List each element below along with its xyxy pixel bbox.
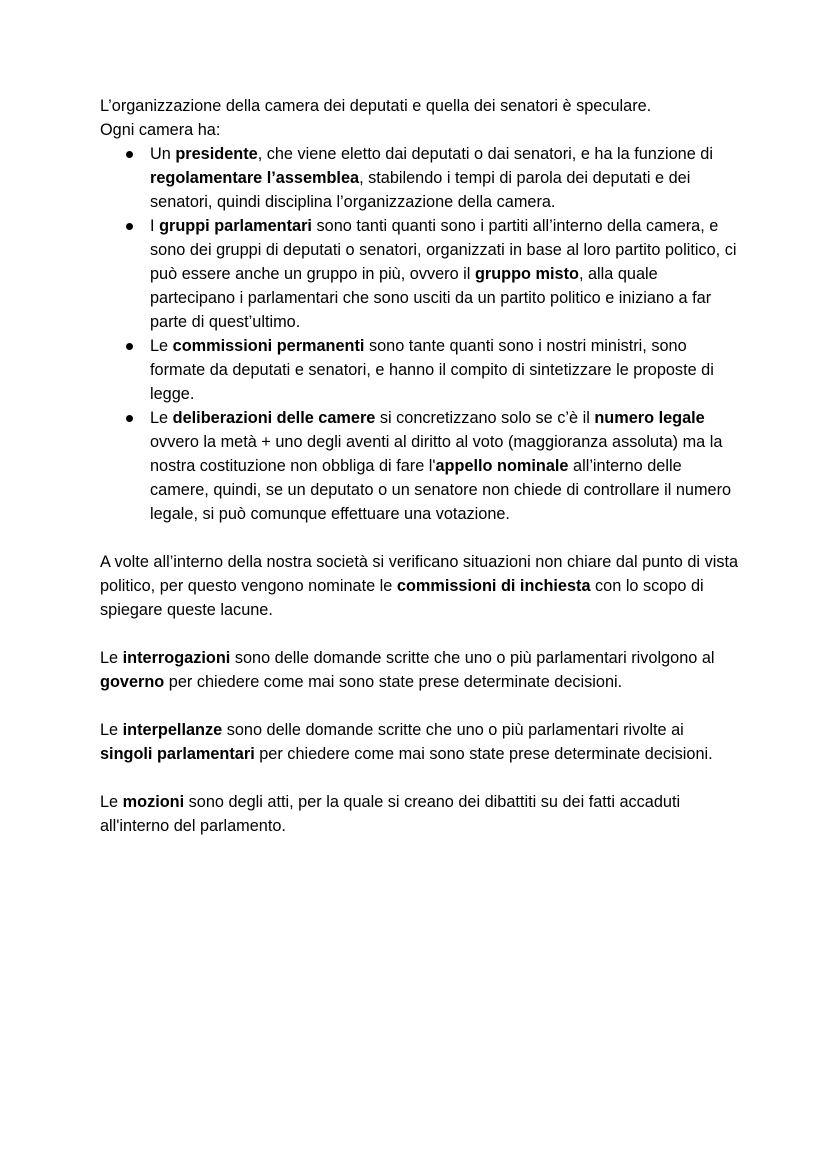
bold-term: interrogazioni [122, 649, 231, 667]
spacer [100, 766, 740, 790]
text-run: , che viene eletto dai deputati o dai senatori, e ha la funzione di [257, 145, 713, 163]
document-page [100, 94, 740, 838]
bold-term: governo [100, 673, 165, 691]
spacer [100, 526, 740, 550]
paragraph-mozioni [100, 790, 740, 838]
paragraph-interpellanze [100, 718, 740, 766]
bold-term: numero legale [594, 409, 705, 427]
text-run: Le [100, 793, 123, 811]
text-run: all’interno delle camere, quindi, se un deputato o un senatore non chiede di controllare il numero legale, si può comunque effettuare una votazione. [150, 457, 732, 523]
paragraph-commissioni-inchiesta [100, 550, 740, 622]
text-run: I [150, 217, 160, 235]
text-run: , stabilendo i tempi di parola dei deputati e dei senatori, quindi disciplina l’organizzazione della camera. [150, 169, 691, 211]
bold-term: deliberazioni delle camere [172, 409, 376, 427]
intro-line-1: L’organizzazione della camera dei deputati e quella dei senatori è speculare. [100, 97, 652, 115]
intro-line-2: Ogni camera ha: [100, 121, 221, 139]
bullet-item-gruppi-parlamentari [100, 214, 740, 334]
bullet-item-presidente [100, 142, 740, 214]
text-run: sono tanti quanti sono i partiti all’interno della camera, e sono dei gruppi di deputati o senatori, organizzati in base al loro partito politico, ci può essere anche un gruppo in più, ovvero il [150, 217, 737, 283]
bullet-item-deliberazioni [100, 406, 740, 526]
bold-term: mozioni [122, 793, 185, 811]
bold-term: commissioni permanenti [172, 337, 365, 355]
text-run: Le [150, 409, 173, 427]
text-run: si concretizzano solo se c’è il [375, 409, 595, 427]
bold-term: presidente [175, 145, 258, 163]
text-run: per chiedere come mai sono state prese determinate decisioni. [254, 745, 713, 763]
text-run: Le [100, 721, 123, 739]
text-run: per chiedere come mai sono state prese determinate decisioni. [164, 673, 623, 691]
bullet-item-commissioni-permanenti [100, 334, 740, 406]
bold-term: interpellanze [122, 721, 223, 739]
bold-term: appello nominale [435, 457, 569, 475]
text-run: Le [100, 649, 123, 667]
text-run: Le [150, 337, 173, 355]
bullet-list [100, 142, 740, 526]
text-run: A volte all’interno della nostra società si verificano situazioni non chiare dal punto di vista politico, per questo vengono nominate le [100, 553, 739, 595]
text-run: Un [150, 145, 176, 163]
text-run: ovvero la metà + uno degli aventi al diritto al voto (maggioranza assoluta) ma la nostra costituzione non obbliga di fare l' [150, 433, 723, 475]
bold-term: regolamentare l’assemblea [150, 169, 360, 187]
spacer [100, 622, 740, 646]
spacer [100, 694, 740, 718]
bold-term: gruppo misto [474, 265, 579, 283]
bold-term: commissioni di inchiesta [396, 577, 591, 595]
text-run: sono tante quanti sono i nostri ministri, sono formate da deputati e senatori, e hanno il compito di sintetizzare le proposte di legge. [150, 337, 714, 403]
bold-term: singoli parlamentari [100, 745, 255, 763]
text-run: sono delle domande scritte che uno o più parlamentari rivolte ai [222, 721, 684, 739]
text-run: sono delle domande scritte che uno o più parlamentari rivolgono al [230, 649, 715, 667]
text-run: con lo scopo di spiegare queste lacune. [100, 577, 704, 619]
bold-term: gruppi parlamentari [159, 217, 312, 235]
text-run: sono degli atti, per la quale si creano dei dibattiti su dei fatti accaduti all'interno del parlamento. [100, 793, 681, 835]
paragraph-interrogazioni [100, 646, 740, 694]
text-run: , alla quale partecipano i parlamentari che sono usciti da un partito politico e iniziano a far parte di quest’ultimo. [150, 265, 712, 331]
